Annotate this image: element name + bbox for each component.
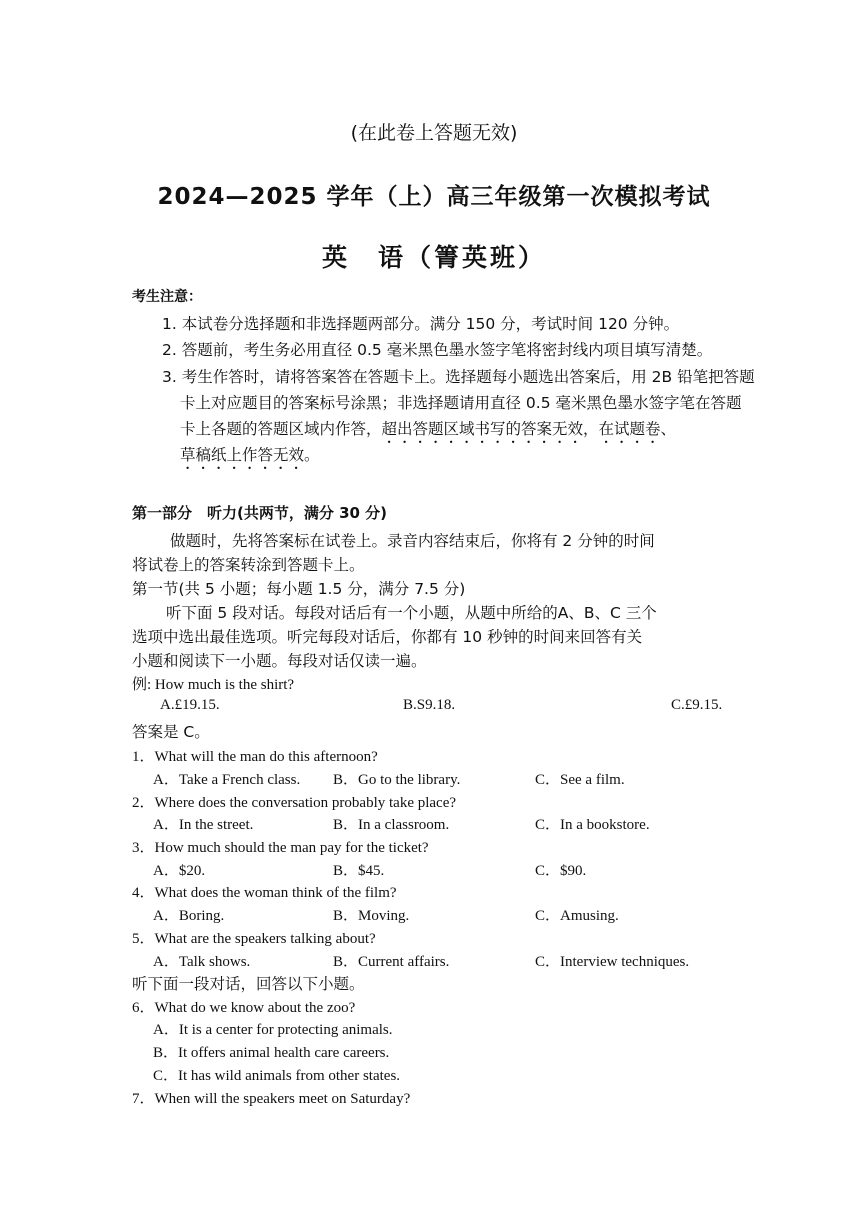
question-2-option-a: A．In the street. [153, 817, 254, 833]
question-4-option-b: B．Moving. [333, 908, 410, 924]
question-2-option-b: B．In a classroom. [333, 817, 450, 833]
example-option-c: C.£9.15. [671, 697, 723, 713]
question-5-option-b: B．Current affairs. [333, 954, 450, 970]
question-4: 4．What does the woman think of the film? [132, 885, 397, 901]
question-6-option-b: B．It offers animal health care careers. [153, 1045, 390, 1061]
question-1-option-a: A．Take a French class. [153, 772, 301, 788]
example-question: 例: How much is the shirt? [132, 677, 295, 693]
section-1-heading: 第一节(共 5 小题；每小题 1.5 分，满分 7.5 分) [132, 580, 466, 598]
example-option-b: B.S9.18. [403, 697, 456, 713]
next-dialogue-instruction: 听下面一段对话，回答以下小题。 [132, 975, 365, 993]
question-4-option-c: C．Amusing. [535, 908, 619, 924]
question-3: 3．How much should the man pay for the ticket? [132, 840, 429, 856]
question-3-option-a: A．$20. [153, 863, 206, 879]
note-item-3-line-1: 3. 考生作答时，请将答案答在答题卡上。选择题每小题选出答案后，用 2B 铅笔把答题 [162, 368, 755, 386]
invalid-answer-notice: (在此卷上答题无效) [350, 122, 518, 144]
note-item-3-line-4-emphasis: 草稿纸上作答无效。 [180, 446, 320, 464]
note-item-3-line-2: 卡上对应题目的答案标号涂黑；非选择题请用直径 0.5 毫米黑色墨水签字笔在答题 [180, 394, 742, 412]
part-1-intro-line-1: 做题时，先将答案标在试卷上。录音内容结束后，你将有 2 分钟的时间 [170, 532, 655, 550]
section-1-instruction-line-1: 听下面 5 段对话。每段对话后有一个小题，从题中所给的A、B、C 三个 [166, 604, 657, 622]
notes-heading: 考生注意： [132, 289, 202, 305]
note-item-3-line-3-emphasis: 超出答题区域书写的答案无效，在试题卷、 [381, 420, 677, 438]
example-option-a: A.£19.15. [160, 697, 220, 713]
question-4-option-a: A．Boring. [153, 908, 225, 924]
section-1-instruction-line-2: 选项中选出最佳选项。听完每段对话后，你都有 10 秒钟的时间来回答有关 [132, 628, 643, 646]
question-2-option-c: C．In a bookstore. [535, 817, 650, 833]
note-item-1: 1. 本试卷分选择题和非选择题两部分。满分 150 分，考试时间 120 分钟。 [162, 315, 680, 333]
question-5-option-c: C．Interview techniques. [535, 954, 690, 970]
question-2: 2．Where does the conversation probably take place? [132, 795, 457, 811]
section-1-instruction-line-3: 小题和阅读下一小题。每段对话仅读一遍。 [132, 652, 427, 670]
question-6-option-a: A．It is a center for protecting animals. [153, 1022, 393, 1038]
note-item-2: 2. 答题前，考生务必用直径 0.5 毫米黑色墨水签字笔将密封线内项目填写清楚。 [162, 341, 713, 359]
exam-title: 2024—2025 学年（上）高三年级第一次模拟考试 [157, 184, 711, 210]
example-answer: 答案是 C。 [132, 723, 210, 741]
question-6-option-c: C．It has wild animals from other states. [153, 1068, 401, 1084]
question-1: 1．What will the man do this afternoon? [132, 749, 378, 765]
subject-title: 英 语（箐英班） [321, 243, 546, 272]
part-1-intro-line-2: 将试卷上的答案转涂到答题卡上。 [132, 556, 365, 574]
question-1-option-b: B．Go to the library. [333, 772, 461, 788]
question-5-option-a: A．Talk shows. [153, 954, 251, 970]
question-1-option-c: C．See a film. [535, 772, 625, 788]
question-5: 5．What are the speakers talking about? [132, 931, 376, 947]
part-1-heading: 第一部分 听力(共两节，满分 30 分) [132, 504, 388, 522]
note-item-3-line-3-plain: 卡上各题的答题区域内作答， [180, 420, 382, 438]
question-3-option-b: B．$45. [333, 863, 385, 879]
question-3-option-c: C．$90. [535, 863, 587, 879]
question-6: 6．What do we know about the zoo? [132, 1000, 356, 1016]
question-7: 7．When will the speakers meet on Saturday? [132, 1091, 411, 1107]
